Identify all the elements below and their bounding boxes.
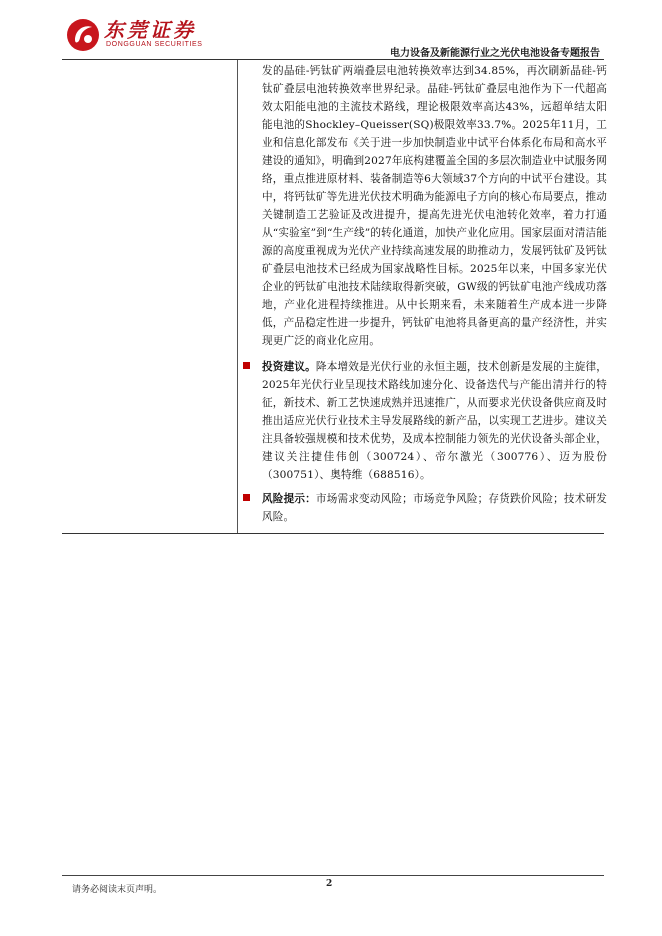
square-bullet-icon [243, 362, 250, 369]
investment-advice-section [262, 358, 607, 484]
logo-english-name: DONGGUAN SECURITIES [106, 41, 203, 48]
square-bullet-icon [243, 494, 250, 501]
page-number: 2 [326, 879, 333, 889]
risk-warning-label: 风险提示： [262, 493, 316, 505]
header-divider [62, 59, 604, 60]
column-divider [237, 60, 238, 533]
disclaimer-note: 请务必阅读末页声明。 [72, 885, 163, 895]
risk-warning-section [262, 490, 607, 526]
risk-warning-text: 市场需求变动风险；市场竞争风险；存货跌价风险；技术研发风险。 [262, 493, 607, 523]
logo-chinese-name: 东莞证券 [104, 18, 196, 42]
content-bottom-divider [62, 533, 604, 534]
investment-advice-label: 投资建议。 [262, 361, 316, 373]
main-content [262, 62, 607, 526]
dongguan-securities-logo-icon [66, 18, 100, 52]
footer-divider [62, 875, 604, 876]
report-title: 电力设备及新能源行业之光伏电池设备专题报告 [390, 48, 600, 59]
body-paragraph: 发的晶硅-钙钛矿两端叠层电池转换效率达到34.85%，再次刷新晶硅-钙钛矿叠层电池转换效率世界纪录。晶硅-钙钛矿叠层电池作为下一代超高效太阳能电池的主流技术路线，理论极限效率高达43%，远超单结太阳能电池的Shockley–Queisser(SQ)极限效率33.7%。2025年11月，工业和信息化部发布《关于进一步加快制造业中试平台体系化布局和高水平建设的通知》，明确到2027年底构建覆盖全国的多层次制造业中试服务网络，重点推进原材料、装备制造等6大领域37个方向的中试平台建设。其中，将钙钛矿等先进光伏技术明确为能源电子方向的核心布局要点，推动关键制造工艺验证及改进提升，提高先进光伏电池转化效率，着力打通从“实验室”到“生产线”的转化通道，加快产业化应用。国家层面对清洁能源的高度重视成为光伏产业持续高速发展的助推动力，发展钙钛矿及钙钛矿叠层电池技术已经成为国家战略性目标。2025年以来，中国多家光伏企业的钙钛矿电池技术陆续取得新突破，GW级的钙钛矿电池产线成功落地，产业化进程持续推进。从中长期来看，未来随着生产成本进一步降低，产品稳定性进一步提升，钙钛矿电池将具备更高的量产经济性，并实现更广泛的商业化应用。 [262, 65, 607, 347]
investment-advice-text: 降本增效是光伏行业的永恒主题，技术创新是发展的主旋律，2025年光伏行业呈现技术路线加速分化、设备迭代与产能出清并行的特征，新技术、新工艺快速成熟并迅速推广，从而要求光伏设备供应商及时推出适应光伏行业技术主导发展路线的新产品，以实现工艺进步。建议关注具备较强规模和技术优势，及成本控制能力领先的光伏设备头部企业，建议关注捷佳伟创（300724）、帝尔激光（300776）、迈为股份（300751）、奥特维（688516）。 [262, 361, 607, 481]
